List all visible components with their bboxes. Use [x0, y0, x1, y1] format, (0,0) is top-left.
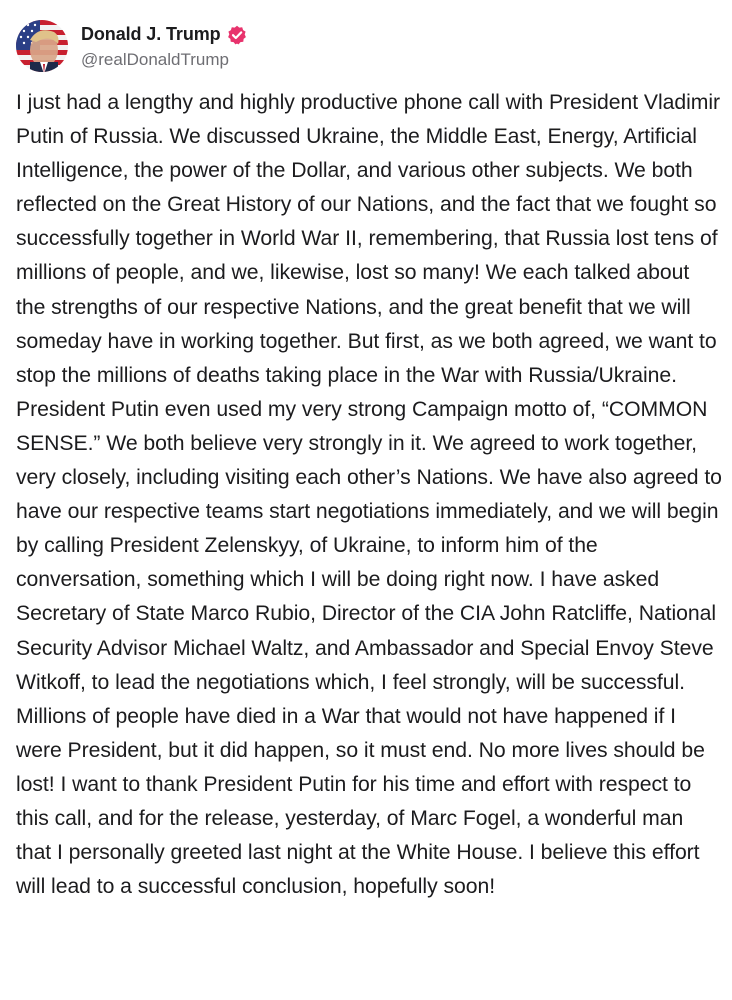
name-row — [81, 23, 247, 47]
post-header — [16, 18, 247, 74]
author-display-name[interactable]: Donald J. Trump — [81, 24, 221, 44]
verified-badge-icon — [227, 25, 247, 45]
post-body-text: I just had a lengthy and highly productive phone call with President Vladimir Putin of Russia. We discussed Ukraine, the Middle East, Energy, Artificial Intelligence, the power of the Dollar, and various other subjects. We both reflected on the Great History of our Nations, and the fact that we fought so successfully together in World War II, remembering, that Russia lost tens of millions of people, and we, likewise, lost so many! We each talked about the strengths of our respective Nations, and the great benefit that we will someday have in working together. But first, as we both agreed, we want to stop the millions of deaths taking place in the War with Russia/Ukraine. President Putin even used my very strong Campaign motto of, “COMMON SENSE.” We both believe very strongly in it. We agreed to work together, very closely, including visiting each other’s Nations. We have also agreed to have our respective teams start negotiations immediately, and we will begin by calling President Zelenskyy, of Ukraine, to inform him of the conversation, something which I will be doing right now. I have asked Secretary of State Marco Rubio, Director of the CIA John Ratcliffe, National Security Advisor Michael Waltz, and Ambassador and Special Envoy Steve Witkoff, to lead the negotiations which, I feel strongly, will be successful. Millions of people have died in a War that would not have happened if I were President, but it did happen, so it must end. No more lives should be lost! I want to thank President Putin for his time and effort with respect to this call, and for the release, yesterday, of Marc Fogel, a wonderful man that I personally greeted last night at the White House. I believe this effort will lead to a successful conclusion, hopefully soon! — [16, 91, 722, 899]
author-names — [81, 23, 247, 70]
avatar-portrait-flag-icon — [16, 20, 68, 72]
avatar[interactable] — [16, 20, 68, 72]
author-handle[interactable]: @realDonaldTrump — [81, 49, 229, 69]
